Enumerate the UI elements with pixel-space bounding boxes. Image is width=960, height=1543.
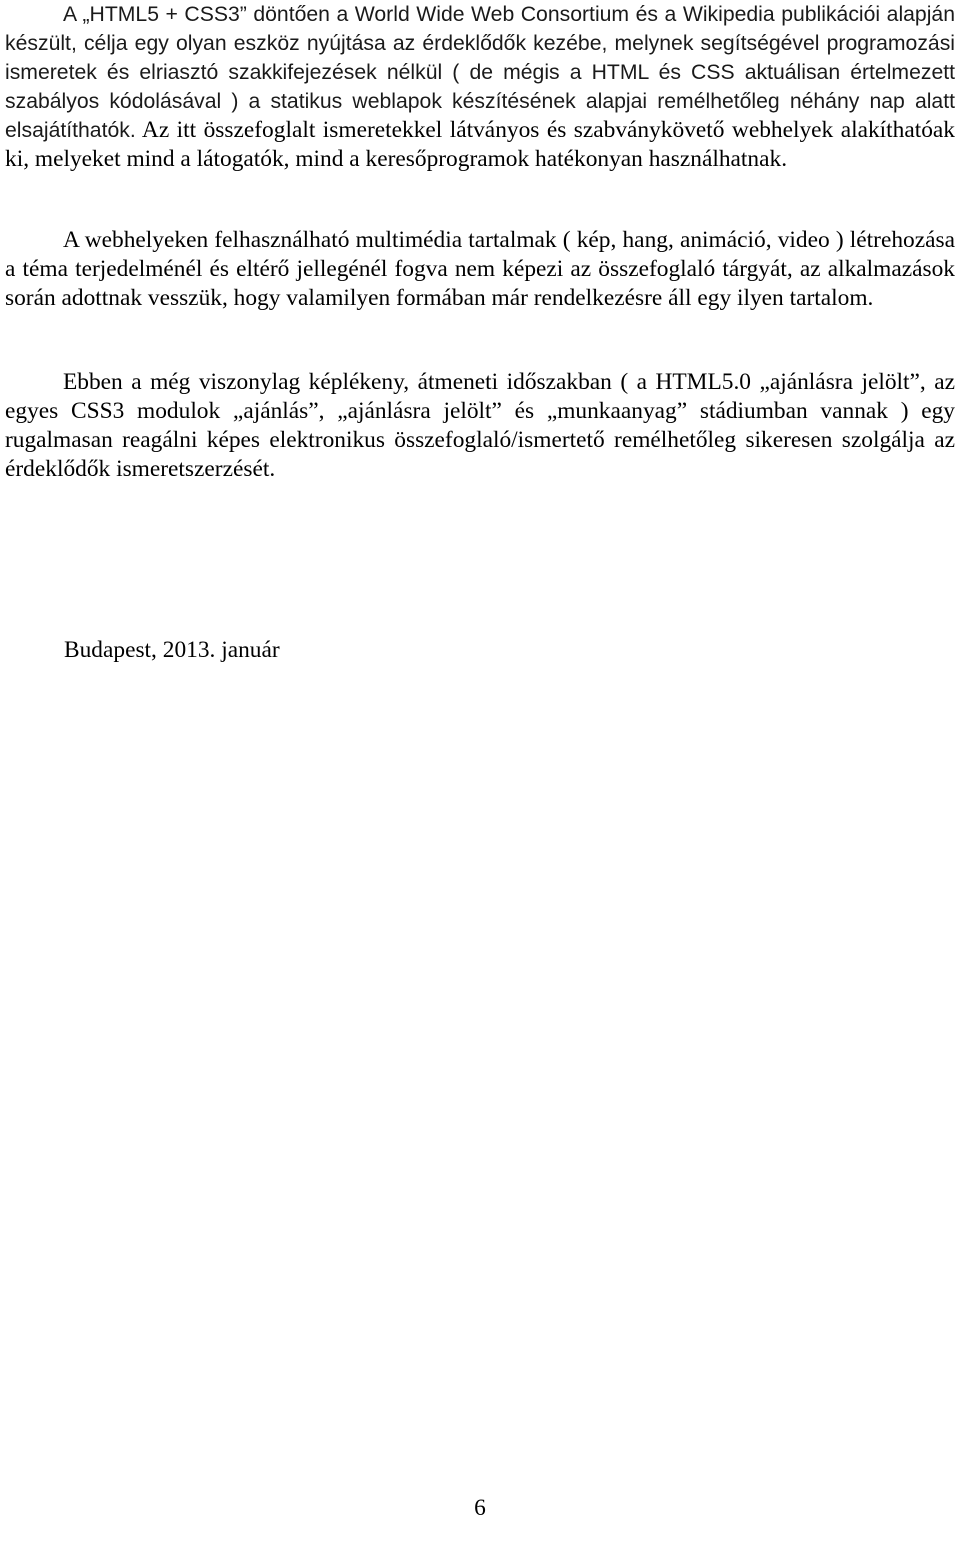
page-number: 6 xyxy=(474,1495,486,1521)
multimedia-paragraph: A webhelyeken felhasználható multimédia tartalmak ( kép, hang, animáció, video ) létrehozása a téma terjedelménél és eltérő jellegénél fogva nem képezi az összefoglaló tárgyát, az alkalmazások során adottnak vesszük, hogy valamilyen formában már rendelkezésre áll egy ilyen tartalom. xyxy=(5,227,955,311)
place-and-date: Budapest, 2013. január xyxy=(64,637,280,663)
intro-paragraph-part-2: Az itt összefoglalt ismeretekkel látványos és szabványkövető webhelyek alakíthatóak ki, melyeket mind a látogatók, mind a keresőprogramok hatékonyan használhatnak. xyxy=(5,117,955,172)
transition-paragraph: Ebben a még viszonylag képlékeny, átmeneti időszakban ( a HTML5.0 „ajánlásra jelölt”, az egyes CSS3 modulok „ajánlás”, „ajánlásra jelölt” és „munkaanyag” stádiumban vannak ) egy rugalmasan reagálni képes elektronikus összefoglaló/ismertető remélhetőleg sikeresen szolgálja az érdeklődők ismeretszerzését. xyxy=(5,369,955,482)
intro-paragraph xyxy=(5,0,955,174)
intro-paragraph-part-1: A „HTML5 + CSS3” döntően a World Wide Web Consortium és a Wikipedia publikációi alapján készült, célja egy olyan eszköz nyújtása az érdeklődők kezébe, melynek segítségével programozási ismeretek és elriasztó szakkifejezések nélkül ( de mégis a HTML és CSS aktuálisan értelmezett szabályos kódolásával ) a statikus weblapok készítésének alapjai remélhetőleg néhány nap alatt elsajátíthatók. xyxy=(5,3,955,142)
